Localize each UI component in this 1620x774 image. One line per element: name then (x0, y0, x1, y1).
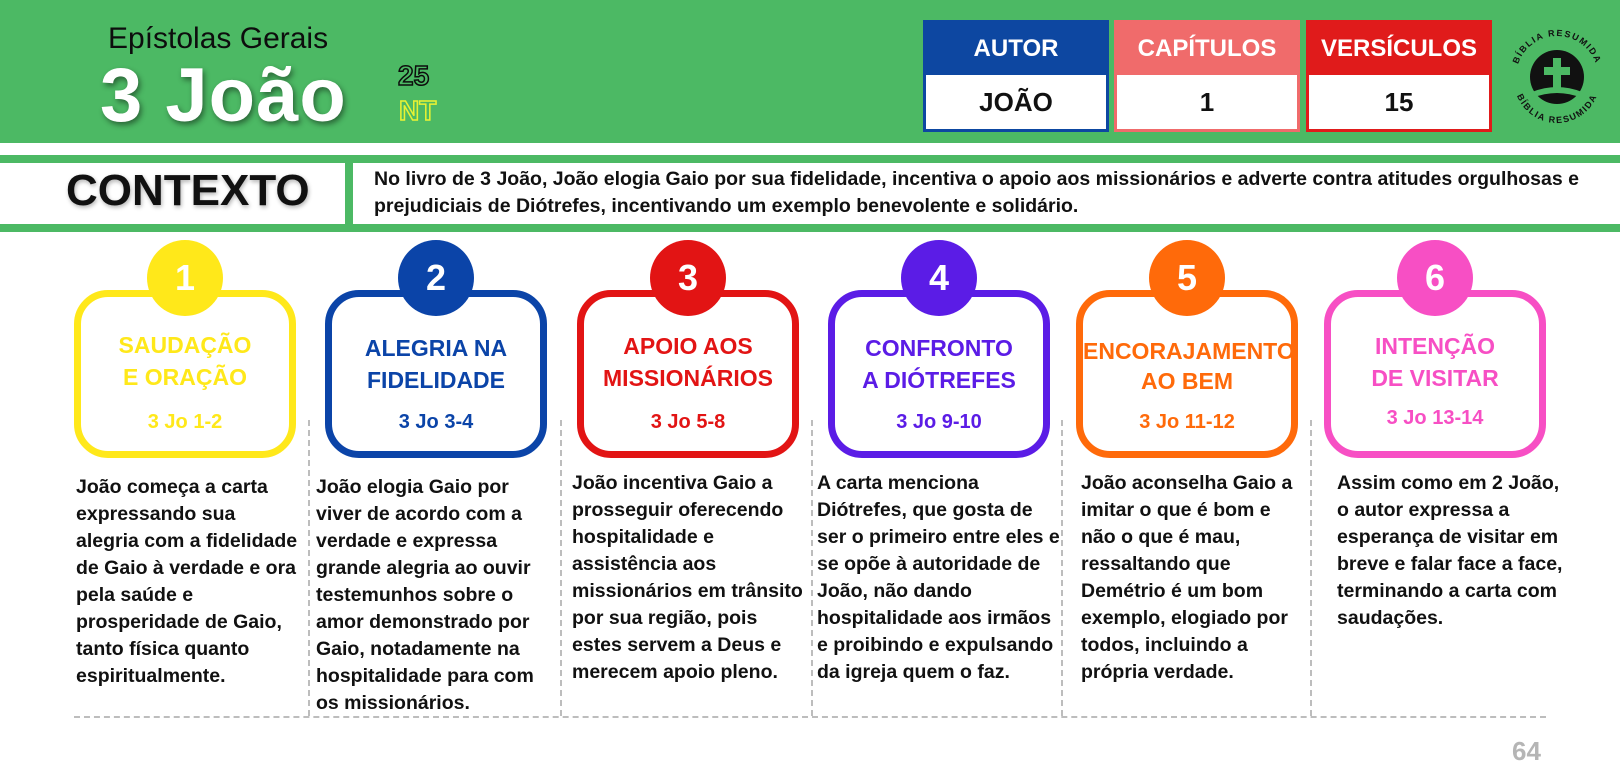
column-divider (1310, 420, 1312, 716)
section-description: João aconselha Gaio a imitar o que é bom e não o que é mau, ressaltando que Demétrio é um bom exemplo, elogiado por todos, incluindo a própria verdade. (1081, 472, 1293, 683)
cross-icon-bar (1544, 67, 1570, 75)
section-title-line-2: E ORAÇÃO (123, 364, 247, 390)
logo-text-bottom: BÍBLIA RESUMIDA (1515, 92, 1599, 126)
section-description: A carta menciona Diótrefes, que gosta de ser o primeiro entre eles e se opõe à autoridade de João, não dando hospitalidade aos irmãos e proibindo e expulsando da igreja quem o faz. (817, 472, 1060, 683)
section-title-line-2: DE VISITAR (1371, 365, 1499, 391)
section-description: João elogia Gaio por viver de acordo com a verdade e expressa grande alegria ao ouvir testemunhos sobre o amor demonstrado por Gaio, notadamente na hospitalidade para com os missionários. (316, 476, 534, 714)
book-title: 3 João (100, 53, 347, 138)
author-label: AUTOR (926, 23, 1106, 75)
context-label: CONTEXTO (66, 166, 310, 215)
logo-text-top: BÍBLIA RESUMIDA (1510, 27, 1604, 66)
section-title-line-1: SAUDAÇÃO (118, 332, 252, 358)
chapters-value: 1 (1199, 86, 1215, 117)
column-divider (560, 420, 562, 716)
section-number-badge: 6 (1397, 240, 1473, 316)
section-number-badge: 1 (147, 240, 223, 316)
column-divider (308, 420, 310, 716)
section-number-badge: 5 (1149, 240, 1225, 316)
section-title-line-2: MISSIONÁRIOS (603, 365, 773, 391)
section-reference: 3 Jo 11-12 (1139, 411, 1235, 433)
testament-label: NT (399, 95, 437, 126)
section-title-line-1: APOIO AOS (623, 333, 753, 359)
section-title-line-1: CONFRONTO (865, 335, 1013, 361)
context-separator (345, 155, 353, 232)
series-title: Epístolas Gerais (108, 22, 329, 55)
section-title-line-1: ALEGRIA NA (364, 335, 508, 361)
section-reference: 3 Jo 1-2 (147, 411, 223, 433)
verses-box (1306, 20, 1492, 132)
context-top-bar (0, 155, 1620, 163)
verses-value: 15 (1384, 86, 1414, 117)
section-reference: 3 Jo 13-14 (1386, 407, 1484, 429)
chapters-label: CAPÍTULOS (1117, 23, 1297, 75)
author-value: JOÃO (979, 86, 1053, 117)
author-box (923, 20, 1109, 132)
section-title-line-2: A DIÓTREFES (862, 367, 1016, 393)
section-reference: 3 Jo 5-8 (650, 411, 726, 433)
section-title-line-1: ENCORAJAMENTO (1083, 338, 1295, 364)
section-reference: 3 Jo 3-4 (398, 411, 474, 433)
chapters-box (1114, 20, 1300, 132)
section-description: João começa a carta expressando sua alegria com a fidelidade de Gaio à verdade e ora pela saúde e prosperidade de Gaio, tanto física quanto espiritualmente. (76, 476, 298, 687)
section-title-line-2: FIDELIDADE (367, 367, 505, 393)
section-description: João incentiva Gaio a prosseguir oferecendo hospitalidade e assistência aos missionários em trânsito por sua região, pois estes servem a Deus e merecem apoio pleno. (572, 472, 803, 683)
biblia-resumida-logo (1502, 22, 1612, 132)
context-text: No livro de 3 João, João elogia Gaio por sua fidelidade, incentiva o apoio aos missionários e adverte contra atitudes orgulhosas e prejudiciais de Diótrefes, incentivando um exemplo benevolente e solidário. (374, 168, 1579, 217)
section-reference: 3 Jo 9-10 (896, 411, 982, 433)
section-title-line-2: AO BEM (1141, 368, 1233, 394)
verses-label: VERSÍCULOS (1309, 23, 1489, 75)
section-title-line-1: INTENÇÃO (1374, 333, 1496, 359)
column-divider (811, 420, 813, 716)
page-number: 64 (1512, 736, 1541, 766)
context-bottom-bar (0, 224, 1620, 232)
bottom-divider (74, 716, 1546, 718)
section-number-badge: 2 (398, 240, 474, 316)
column-divider (1061, 420, 1063, 716)
section-description: Assim como em 2 João, o autor expressa a esperança de visitar em breve e falar face a face, terminando a carta com saudações. (1337, 472, 1563, 629)
book-number: 25 (398, 60, 430, 91)
section-number-badge: 4 (901, 240, 977, 316)
section-number-badge: 3 (650, 240, 726, 316)
